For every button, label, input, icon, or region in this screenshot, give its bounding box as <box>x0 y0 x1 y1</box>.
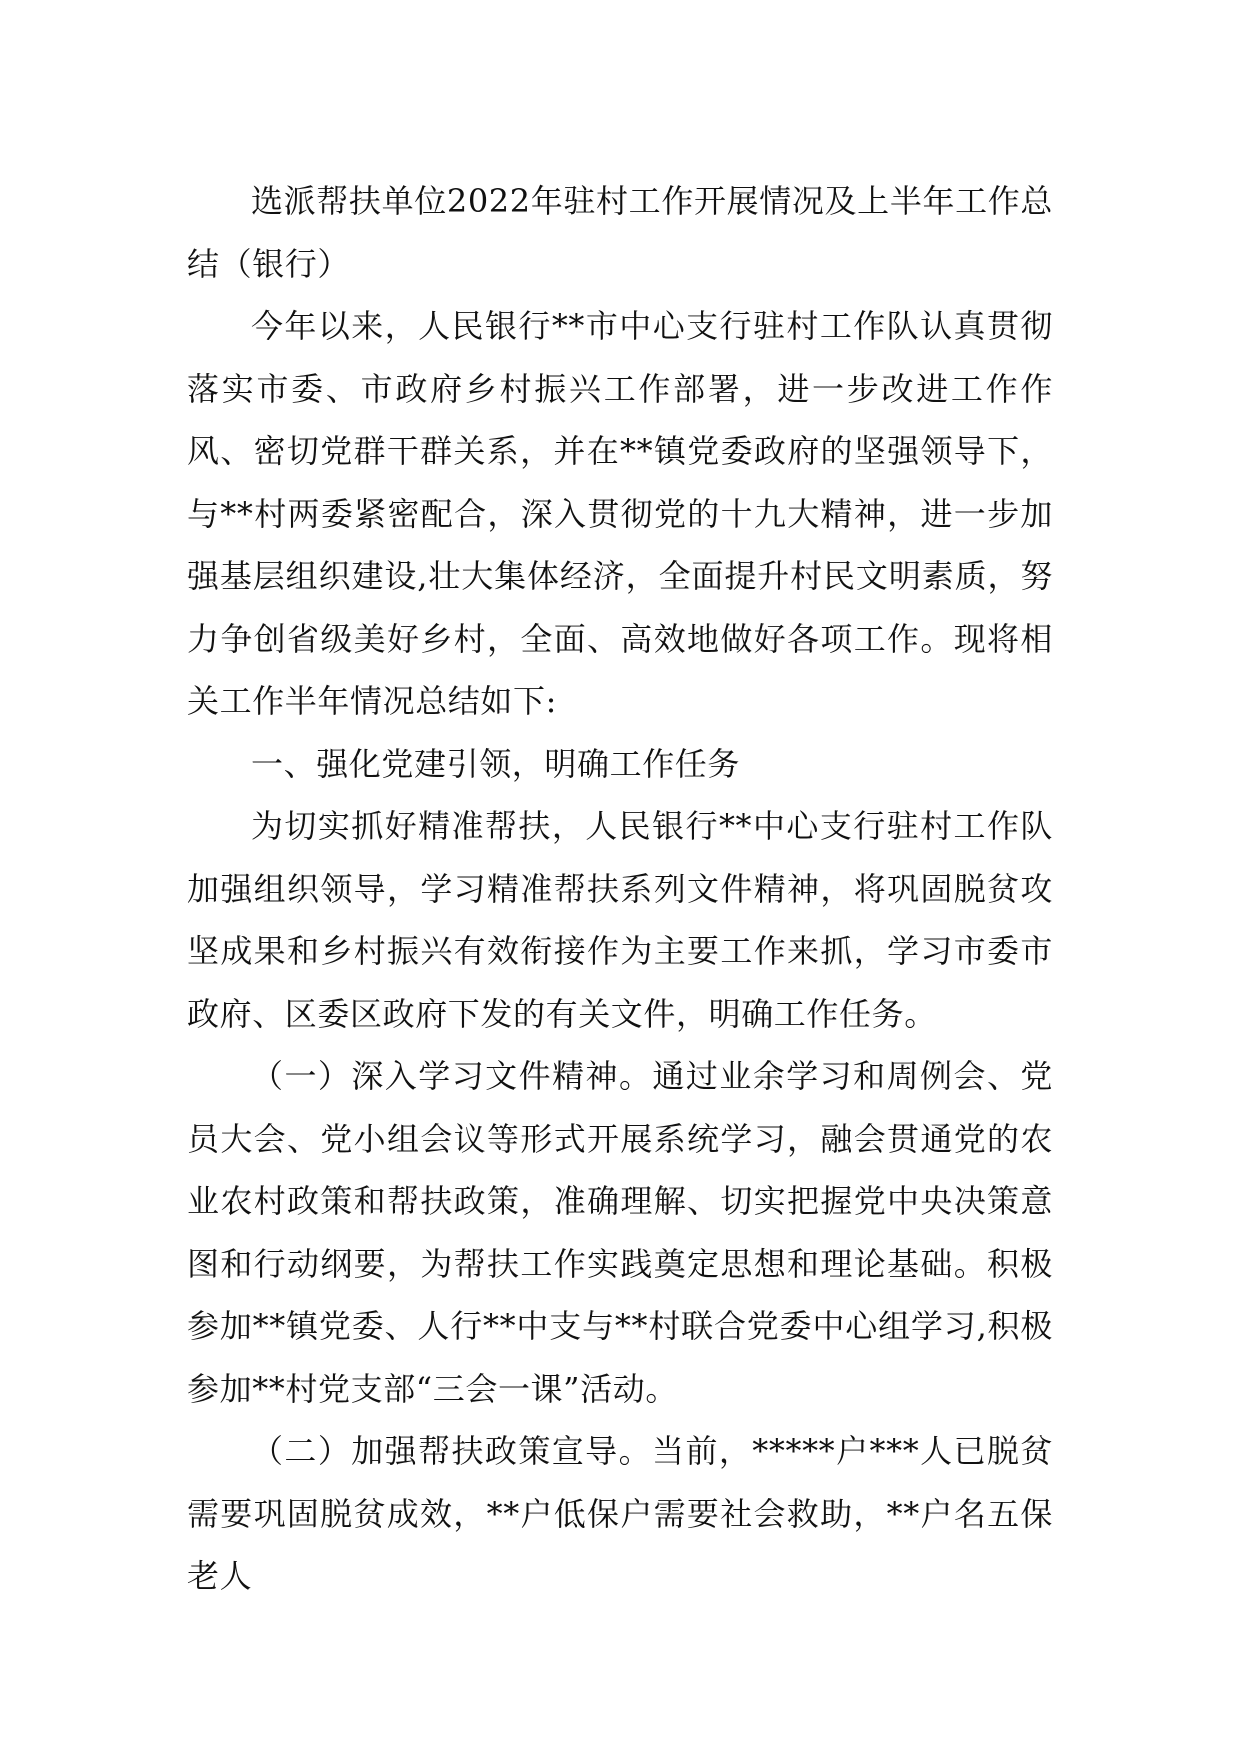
section-1-paragraph: 为切实抓好精准帮扶，人民银行**中心支行驻村工作队加强组织领导，学习精准帮扶系列文件精神，将巩固脱贫攻坚成果和乡村振兴有效衔接作为主要工作来抓，学习市委市政府、区委区政府下发的有关文件，明确工作任务。 <box>187 807 1053 1033</box>
subsection-2-paragraph: （二）加强帮扶政策宣导。当前，*****户***人已脱贫需要巩固脱贫成效，**户低保户需要社会救助，**户名五保老人 <box>187 1432 1053 1595</box>
document-page <box>187 170 1053 1608</box>
document-title: 选派帮扶单位2022年驻村工作开展情况及上半年工作总结（银行） <box>187 182 1053 283</box>
section-heading-1: 一、强化党建引领，明确工作任务 <box>251 744 741 783</box>
intro-paragraph: 今年以来，人民银行**市中心支行驻村工作队认真贯彻落实市委、市政府乡村振兴工作部署，进一步改进工作作风、密切党群干群关系，并在**镇党委政府的坚强领导下，与**村两委紧密配合，深入贯彻党的十九大精神，进一步加强基层组织建设,壮大集体经济，全面提升村民文明素质，努力争创省级美好乡村，全面、高效地做好各项工作。现将相关工作半年情况总结如下: <box>187 307 1053 720</box>
subsection-1-paragraph: （一）深入学习文件精神。通过业余学习和周例会、党员大会、党小组会议等形式开展系统学习，融会贯通党的农业农村政策和帮扶政策，准确理解、切实把握党中央决策意图和行动纲要，为帮扶工作实践奠定思想和理论基础。积极参加**镇党委、人行**中支与**村联合党委中心组学习,积极参加**村党支部“三会一课”活动。 <box>187 1057 1053 1408</box>
